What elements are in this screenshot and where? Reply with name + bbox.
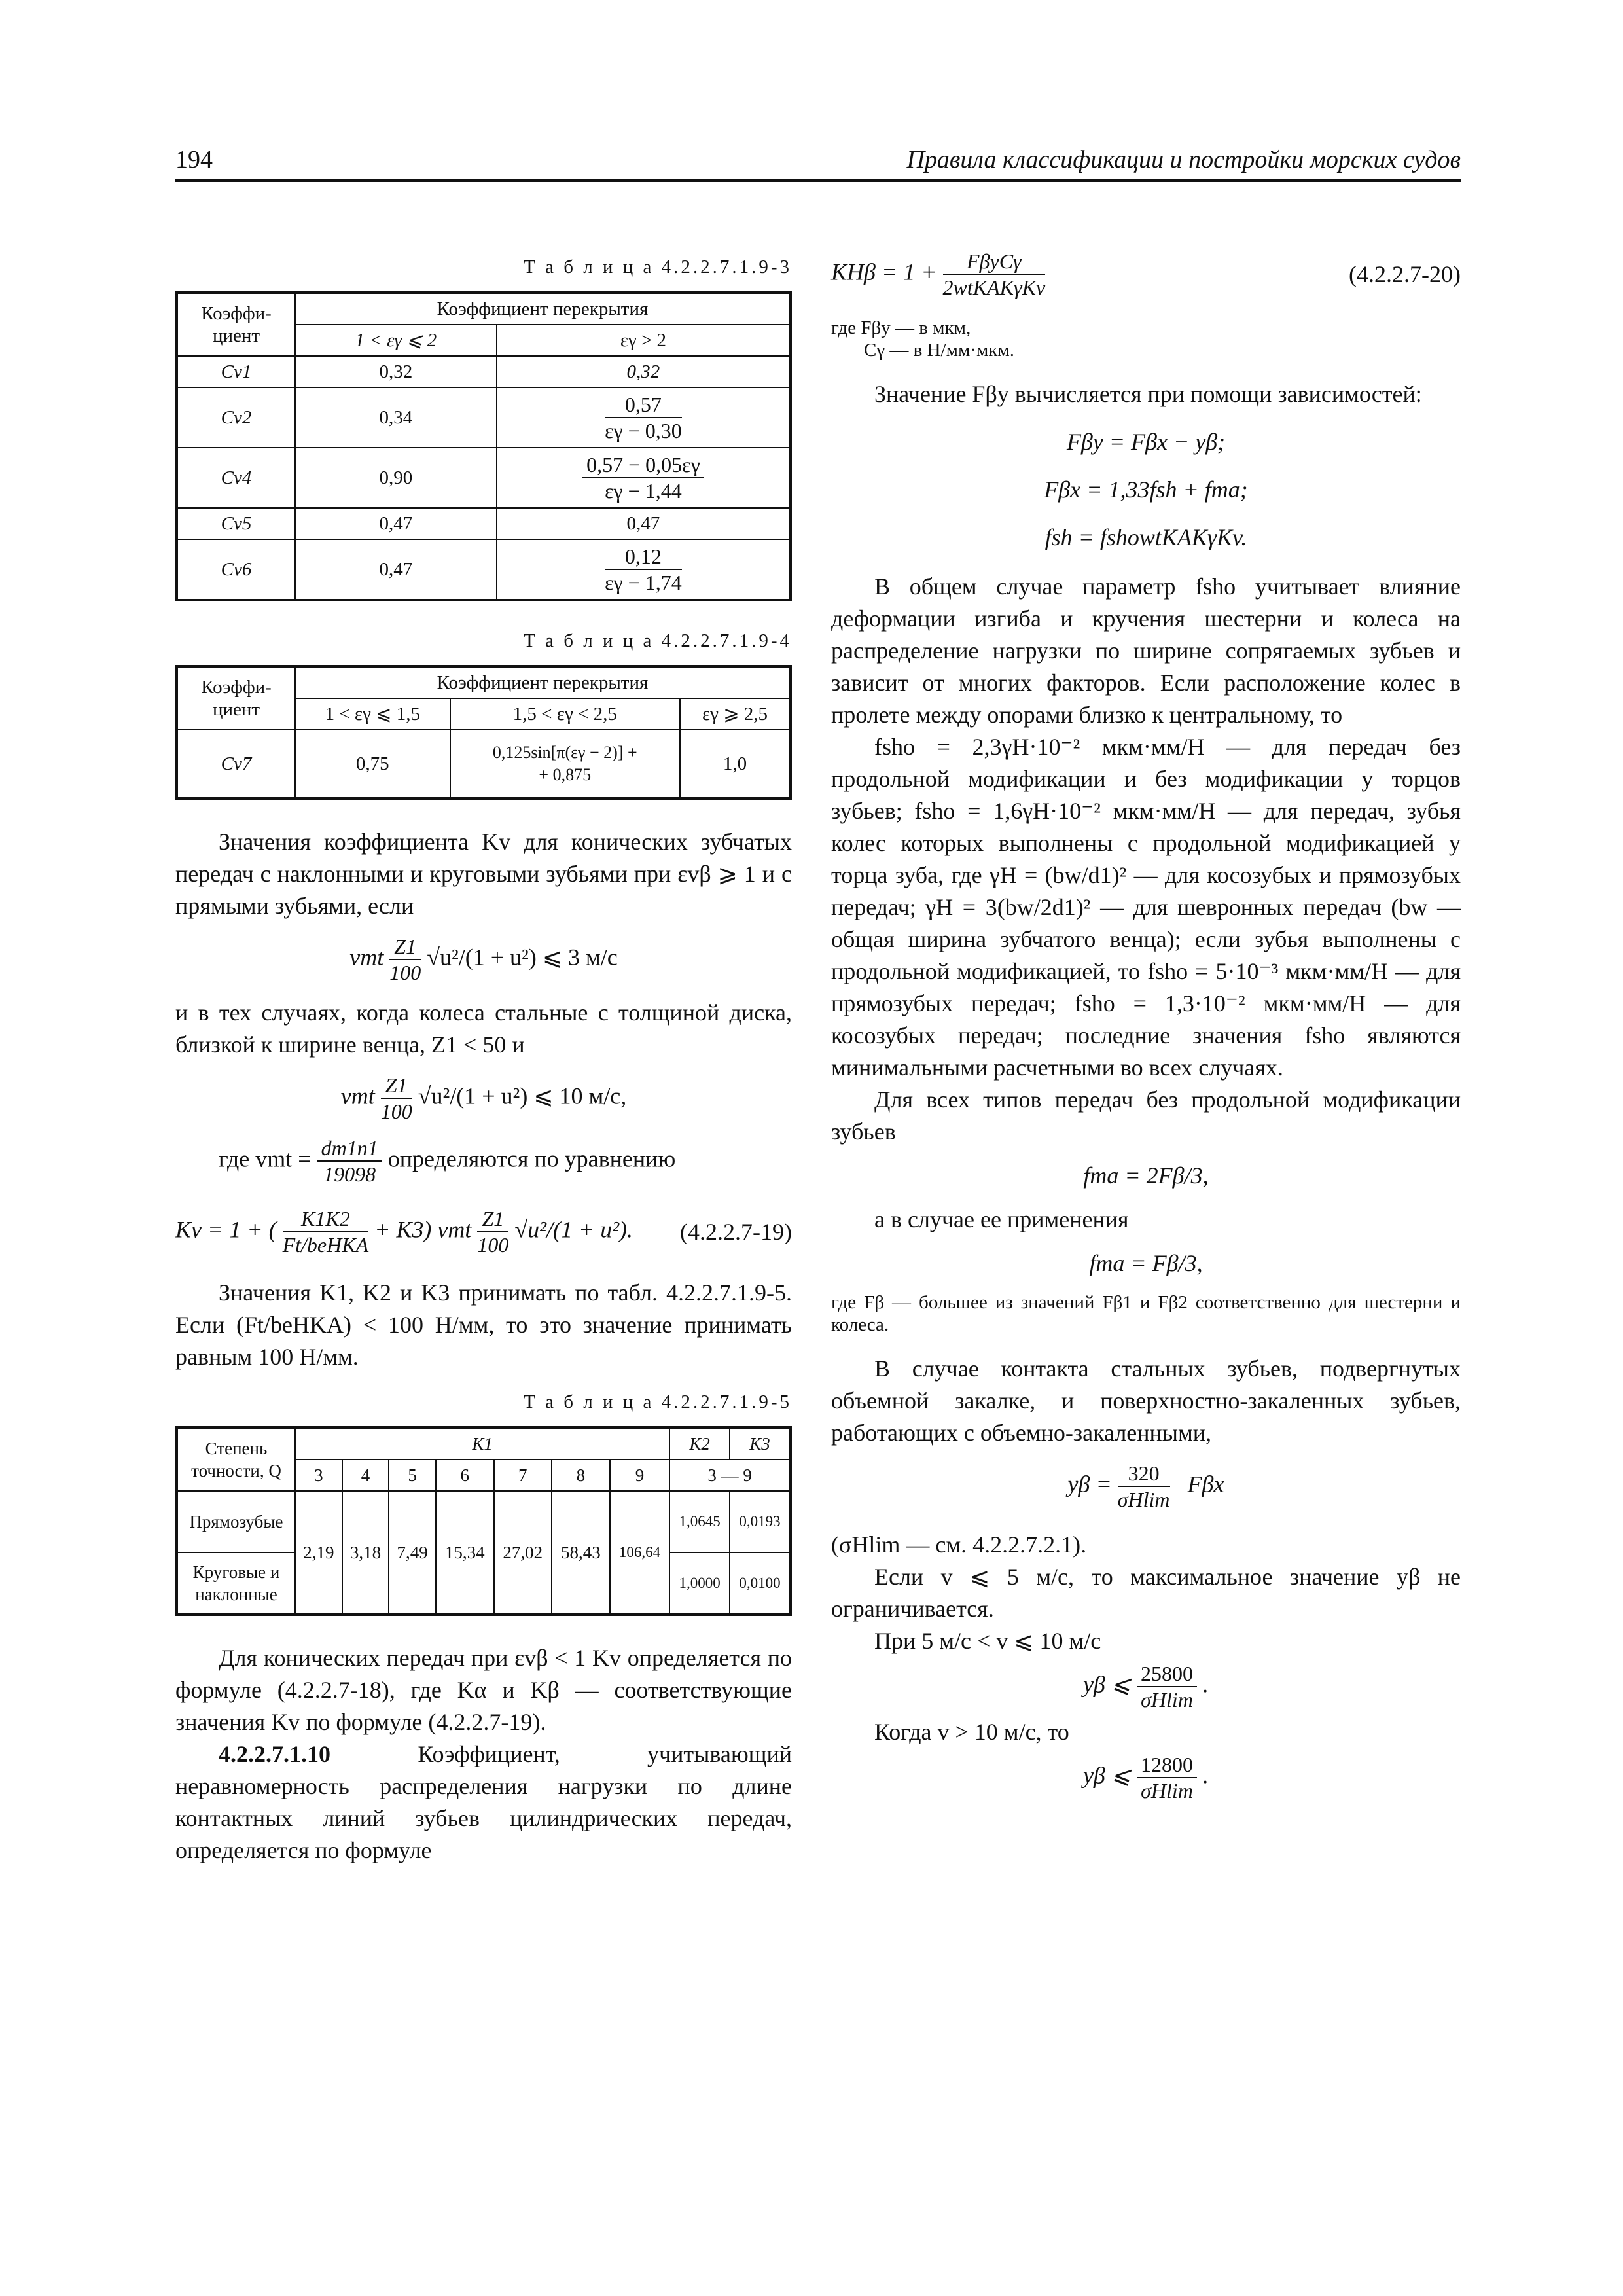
formula bbox=[175, 1073, 792, 1124]
table-5 bbox=[175, 1426, 792, 1616]
table-col-header: 4 bbox=[342, 1460, 389, 1491]
formula-line bbox=[175, 1136, 792, 1187]
table-cell bbox=[450, 730, 680, 798]
note: где Fβ — большее из значений Fβ1 и Fβ2 соответственно для шестерни и колеса. bbox=[831, 1292, 1461, 1335]
formula-4-2-2-7-20 bbox=[831, 249, 1461, 300]
table-cell: Прямозубые bbox=[177, 1491, 295, 1552]
fraction-den: εγ − 0,30 bbox=[605, 419, 682, 442]
table-cell bbox=[497, 387, 791, 448]
table-3-header-a: 1 < εγ ⩽ 2 bbox=[295, 325, 497, 356]
formula bbox=[831, 1461, 1461, 1512]
table-cell: 0,47 bbox=[295, 539, 497, 600]
fraction-den: σHlim bbox=[1117, 1488, 1170, 1511]
fraction-num: 0,57 − 0,05εγ bbox=[582, 452, 704, 478]
table-col-header: 7 bbox=[494, 1460, 552, 1491]
table-cell: 1,0645 bbox=[669, 1491, 730, 1552]
table-3-caption: Т а б л и ц а 4.2.2.7.1.9-3 bbox=[524, 257, 792, 278]
table-4 bbox=[175, 665, 792, 800]
table-5-header-k3: K3 bbox=[730, 1427, 791, 1460]
formula bbox=[175, 934, 792, 985]
paragraph: В общем случае параметр fsho учитывает влияние деформации изгиба и кручения шестерни и колеса на распределение нагрузки по ширине сопрягаемых зубьев и зависит от многих факторов. Если расположение колес в пролете между опорами близко к центральному, то bbox=[831, 573, 1461, 728]
formula-part: vmt bbox=[349, 944, 384, 971]
table-4-header-coef: Коэффи-циент bbox=[177, 666, 295, 730]
table-cell: Cv1 bbox=[177, 356, 295, 387]
fraction-den: σHlim bbox=[1141, 1688, 1193, 1712]
table-cell: 3,18 bbox=[342, 1491, 389, 1615]
formula-part: √u²/(1 + u²) ⩽ 10 м/с, bbox=[418, 1083, 627, 1109]
formula-number: (4.2.2.7-20) bbox=[1349, 260, 1461, 287]
left-column bbox=[175, 249, 792, 1867]
fraction-num: 320 bbox=[1118, 1461, 1170, 1487]
table-cell: 0,34 bbox=[295, 387, 497, 448]
table-cell: 58,43 bbox=[552, 1491, 610, 1615]
table-5-header-degree: Степень точности, Q bbox=[177, 1427, 295, 1491]
table-cell: Cv6 bbox=[177, 539, 295, 600]
table-row bbox=[177, 539, 791, 600]
table-cell: Cv5 bbox=[177, 508, 295, 539]
fraction-den: εγ − 1,74 bbox=[605, 571, 682, 594]
fraction-den: 100 bbox=[477, 1233, 509, 1257]
formula: fma = Fβ/3, bbox=[1089, 1250, 1203, 1276]
formula-part: yβ ⩽ bbox=[1082, 1762, 1132, 1789]
section-number: 4.2.2.7.1.10 bbox=[219, 1741, 330, 1767]
formula-part: где vmt = bbox=[219, 1145, 312, 1172]
paragraph: а в случае ее применения bbox=[874, 1206, 1129, 1232]
fraction-den: Ft/beHKA bbox=[282, 1233, 369, 1257]
fraction-den: εγ − 1,44 bbox=[605, 479, 682, 503]
table-col-header: 6 bbox=[436, 1460, 494, 1491]
table-3-header-coef: Коэффи-циент bbox=[177, 293, 295, 356]
table-cell: 2,19 bbox=[295, 1491, 342, 1615]
paragraph: Для конических передач при εvβ < 1 Kv определяется по формуле (4.2.2.7-18), где Kα и Kβ — соответствующие значения Kv по формуле (4.2.2.7-19). bbox=[175, 1645, 792, 1735]
table-col-header: 5 bbox=[389, 1460, 436, 1491]
formula: yβ ⩽ $\frac{25800}{\sigma Hlim}$ . bbox=[1082, 1662, 1209, 1712]
paragraph: При 5 м/с < v ⩽ 10 м/с bbox=[874, 1628, 1101, 1654]
table-cell: 106,64 bbox=[610, 1491, 670, 1615]
formula: fsh = fshowtKAKγKv. bbox=[1044, 524, 1247, 550]
fraction-den: σHlim bbox=[1141, 1779, 1193, 1803]
formula-part: √u²/(1 + u²) ⩽ 3 м/с bbox=[427, 944, 618, 971]
table-cell: 1,0000 bbox=[669, 1552, 730, 1615]
table-3-header-overlap: Коэффициент перекрытия bbox=[295, 293, 791, 325]
formula-4-2-2-7-19 bbox=[175, 1206, 792, 1257]
table-col-header: 3 — 9 bbox=[669, 1460, 791, 1491]
table-5-header-k2: K2 bbox=[669, 1427, 730, 1460]
table-3-header-b: εγ > 2 bbox=[497, 325, 791, 356]
table-row bbox=[177, 356, 791, 387]
table-cell: 27,02 bbox=[494, 1491, 552, 1615]
table-cell: 0,32 bbox=[295, 356, 497, 387]
formula-part: + K3) vmt bbox=[374, 1216, 472, 1243]
table-4-header-c: εγ ⩾ 2,5 bbox=[680, 698, 791, 730]
paragraph: Для всех типов передач без продольной модификации зубьев bbox=[831, 1086, 1461, 1145]
paragraph: Значения K1, K2 и K3 принимать по табл. 4.2.2.7.1.9-5. Если (Ft/beHKA) < 100 Н/мм, то это значение принимать равным 100 Н/мм. bbox=[175, 1280, 792, 1370]
paragraph-text: Коэффициент, учитывающий неравномерность распределения нагрузки по длине контактных линий зубьев цилиндрических передач, определяется по формуле bbox=[175, 1741, 792, 1863]
fraction-den: 2wtKAKγKv bbox=[942, 276, 1046, 299]
table-cell: 0,47 bbox=[497, 508, 791, 539]
formula-part: KHβ = 1 + bbox=[831, 259, 937, 285]
table-cell: 0,0193 bbox=[730, 1491, 791, 1552]
formula-number: (4.2.2.7-19) bbox=[680, 1218, 792, 1245]
table-row bbox=[177, 508, 791, 539]
table-cell-line: + 0,875 bbox=[539, 765, 592, 784]
formula-part: yβ ⩽ bbox=[1082, 1671, 1132, 1698]
formula-part: Kv = 1 + ( bbox=[175, 1216, 277, 1243]
table-cell: 0,32 bbox=[497, 356, 791, 387]
table-row bbox=[177, 448, 791, 508]
table-4-header-b: 1,5 < εγ < 2,5 bbox=[450, 698, 680, 730]
table-cell: Cv2 bbox=[177, 387, 295, 448]
fraction-den: 19098 bbox=[323, 1162, 376, 1186]
table-cell: 0,75 bbox=[295, 730, 450, 798]
formula-part: Fβx bbox=[1187, 1471, 1224, 1498]
table-col-header: 3 bbox=[295, 1460, 342, 1491]
paragraph: Если v ⩽ 5 м/с, то максимальное значение yβ не ограничивается. bbox=[831, 1564, 1461, 1622]
table-col-header: 8 bbox=[552, 1460, 610, 1491]
table-4-header-overlap: Коэффициент перекрытия bbox=[295, 666, 791, 698]
paragraph: fsho = 2,3γH·10⁻² мкм·мм/Н — для передач без продольной модификации и без модификации у торцов зубьев; fsho = 1,6γH·10⁻² мкм·мм/Н — для передач, зубья колес которых выполнены с продольной модификацией у торца зуба, где γH = (bw/d1)² — для косозубых и прямозубых передач; γH = 3(bw/2d1)² — для шевронных передач (bw — общая ширина зубчатого венца); если зубья выполнены с продольной модификацией, то fsho = 5·10⁻³ мкм·мм/Н — для прямозубых передач; fsho = 1,3·10⁻² мкм·мм/Н — для косозубых передач; последние значения fsho являются минимальными расчетными во всех случаях. bbox=[831, 734, 1461, 1081]
fraction-num: dm1n1 bbox=[317, 1136, 382, 1162]
fraction-num: K1K2 bbox=[283, 1206, 369, 1232]
table-5-header-k1: K1 bbox=[295, 1427, 669, 1460]
table-row bbox=[177, 387, 791, 448]
table-cell: Круговые и наклонные bbox=[177, 1552, 295, 1615]
table-cell bbox=[497, 539, 791, 600]
formula: Fβy = Fβx − yβ; bbox=[1066, 429, 1226, 455]
paragraph: (σHlim — см. 4.2.2.7.2.1). bbox=[831, 1532, 1087, 1558]
fraction-num: 0,12 bbox=[605, 544, 682, 570]
paragraph: Значение Fβy вычисляется при помощи зависимостей: bbox=[874, 381, 1422, 407]
fraction-num: 25800 bbox=[1137, 1661, 1197, 1687]
table-cell: 7,49 bbox=[389, 1491, 436, 1615]
paragraph: Когда v > 10 м/с, то bbox=[874, 1719, 1069, 1745]
fraction-num: Z1 bbox=[389, 934, 421, 960]
running-title: Правила классификации и постройки морских судов bbox=[906, 146, 1461, 173]
table-4-caption: Т а б л и ц а 4.2.2.7.1.9-4 bbox=[524, 630, 792, 651]
table-row bbox=[177, 1491, 791, 1552]
formula: fma = 2Fβ/3, bbox=[1083, 1162, 1209, 1189]
paragraph: и в тех случаях, когда колеса стальные с толщиной диска, близкой к ширине венца, Z1 < 50 и bbox=[175, 999, 792, 1058]
table-3 bbox=[175, 291, 792, 601]
table-row bbox=[177, 730, 791, 798]
fraction-num: Z1 bbox=[381, 1073, 412, 1099]
right-column bbox=[831, 249, 1461, 1807]
table-col-header: 9 bbox=[610, 1460, 670, 1491]
table-cell bbox=[497, 448, 791, 508]
page-header bbox=[175, 145, 1461, 182]
formula: yβ ⩽ $\frac{12800}{\sigma Hlim}$ . bbox=[1082, 1753, 1209, 1803]
formula-part: определяются по уравнению bbox=[387, 1145, 676, 1172]
table-4-header-a: 1 < εγ ⩽ 1,5 bbox=[295, 698, 450, 730]
formula-part: yβ = bbox=[1067, 1471, 1112, 1498]
formula: Fβx = 1,33fsh + fma; bbox=[1044, 476, 1248, 503]
fraction-num: FβyCγ bbox=[943, 249, 1046, 275]
formula-part: √u²/(1 + u²). bbox=[514, 1216, 633, 1243]
table-cell: 0,47 bbox=[295, 508, 497, 539]
page-number: 194 bbox=[175, 146, 213, 173]
table-cell: Cv4 bbox=[177, 448, 295, 508]
table-cell: 15,34 bbox=[436, 1491, 494, 1615]
where-line: где Fβy — в мкм, bbox=[831, 317, 971, 338]
fraction-den: 100 bbox=[389, 961, 421, 984]
fraction-num: 12800 bbox=[1137, 1752, 1197, 1778]
table-cell: 1,0 bbox=[680, 730, 791, 798]
fraction-num: Z1 bbox=[477, 1206, 508, 1232]
where-line: Cγ — в Н/мм·мкм. bbox=[864, 340, 1015, 361]
fraction-den: 100 bbox=[380, 1100, 412, 1123]
fraction-num: 0,57 bbox=[605, 392, 682, 418]
table-cell: 0,90 bbox=[295, 448, 497, 508]
paragraph: В случае контакта стальных зубьев, подвергнутых объемной закалке, и поверхностно-закаленных зубьев, работающих с объемно-закаленными, bbox=[831, 1355, 1461, 1446]
table-cell-line: 0,125sin[π(εγ − 2)] + bbox=[492, 743, 637, 762]
formula-part: vmt bbox=[340, 1083, 375, 1109]
table-cell: 0,0100 bbox=[730, 1552, 791, 1615]
paragraph bbox=[175, 1738, 792, 1867]
paragraph: Значения коэффициента Kv для конических зубчатых передач с наклонными и круговыми зубьями при εvβ ⩾ 1 и с прямыми зубьями, если bbox=[175, 829, 792, 919]
table-cell: Cv7 bbox=[177, 730, 295, 798]
table-5-caption: Т а б л и ц а 4.2.2.7.1.9-5 bbox=[524, 1391, 792, 1412]
